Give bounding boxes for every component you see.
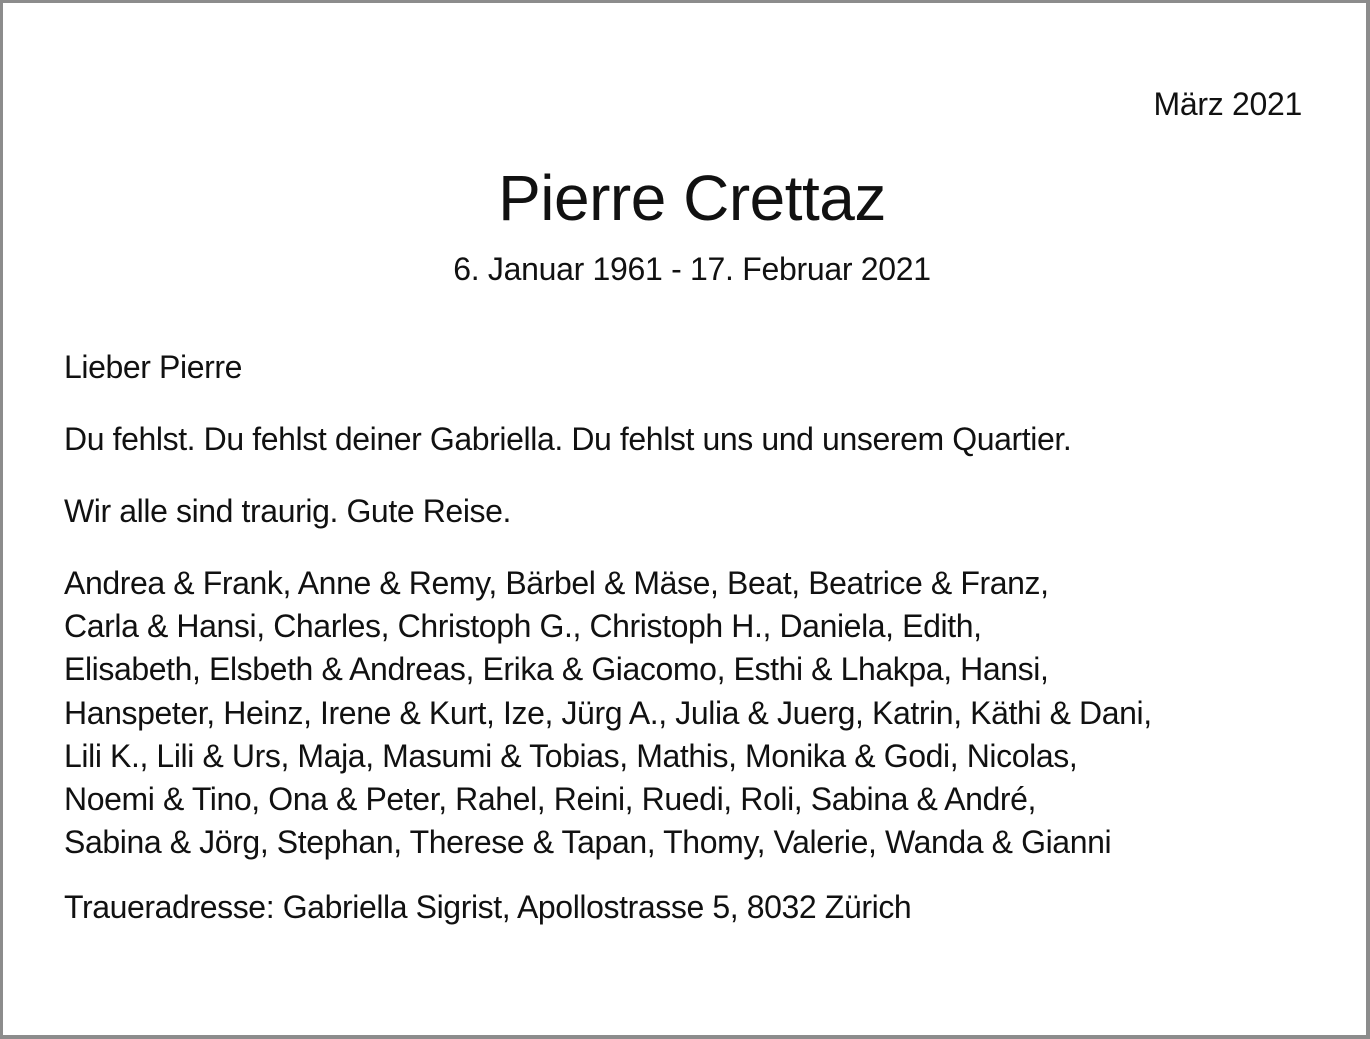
- message-paragraph: Wir alle sind traurig. Gute Reise.: [64, 493, 512, 529]
- mourners-line: Carla & Hansi, Charles, Christoph G., Christoph H., Daniela, Edith,: [64, 608, 982, 645]
- notice-body: [64, 346, 1354, 929]
- mourners-line: Hanspeter, Heinz, Irene & Kurt, Ize, Jürg A., Julia & Juerg, Katrin, Käthi & Dani,: [64, 694, 1152, 731]
- mourners-line: Sabina & Jörg, Stephan, Therese & Tapan, Thomy, Valerie, Wanda & Gianni: [64, 824, 1112, 861]
- mourning-address: Traueradresse: Gabriella Sigrist, Apollostrasse 5, 8032 Zürich: [64, 889, 912, 926]
- mourners-line: Noemi & Tino, Ona & Peter, Rahel, Reini, Ruedi, Roli, Sabina & André,: [64, 781, 1037, 818]
- mourners-list: [64, 562, 1354, 864]
- mourners-line: Andrea & Frank, Anne & Remy, Bärbel & Mäse, Beat, Beatrice & Franz,: [64, 565, 1049, 601]
- message-paragraph: Du fehlst. Du fehlst deiner Gabriella. Du fehlst uns und unserem Quartier.: [64, 421, 1072, 457]
- mourners-line: Elisabeth, Elsbeth & Andreas, Erika & Giacomo, Esthi & Lhakpa, Hansi,: [64, 651, 1049, 688]
- mourners-line: Lili K., Lili & Urs, Maja, Masumi & Tobias, Mathis, Monika & Godi, Nicolas,: [64, 737, 1078, 774]
- greeting: Lieber Pierre: [64, 349, 243, 385]
- lifespan-dates: 6. Januar 1961 - 17. Februar 2021: [453, 251, 931, 287]
- deceased-name: Pierre Crettaz: [498, 162, 886, 234]
- notice-date: März 2021: [1153, 86, 1302, 122]
